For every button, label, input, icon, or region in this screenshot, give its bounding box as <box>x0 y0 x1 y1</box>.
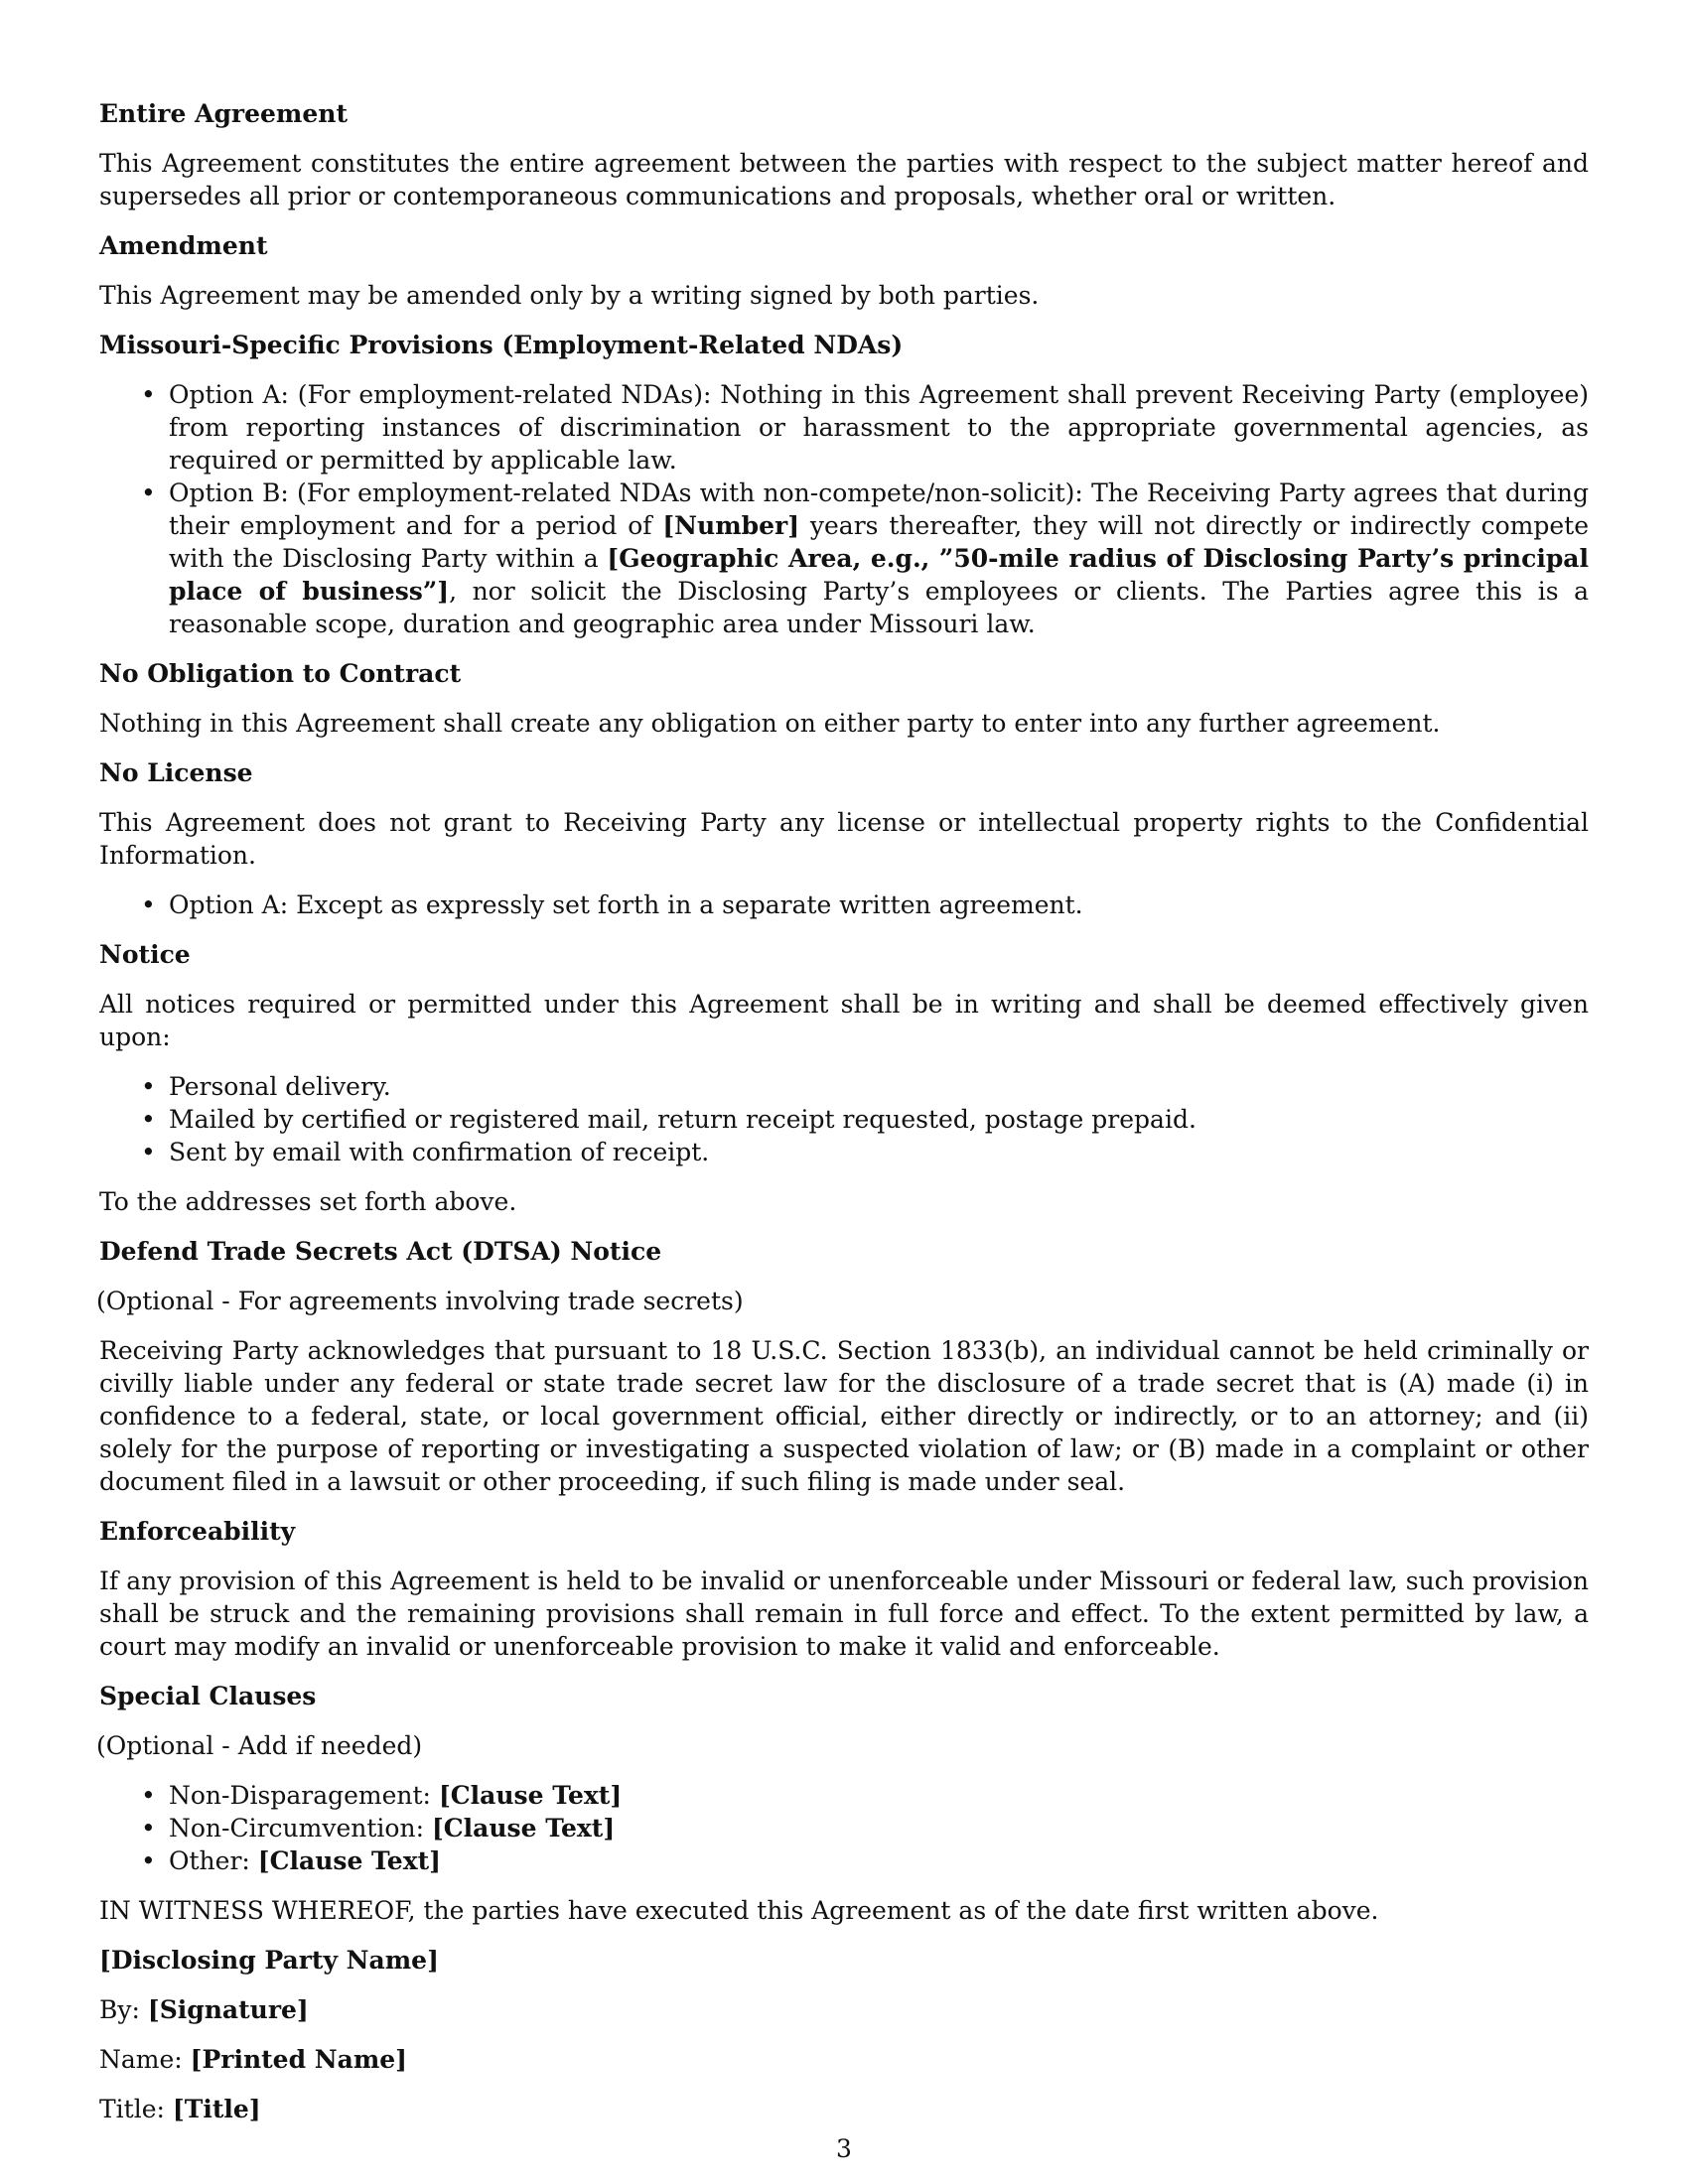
signature-by-line <box>99 1993 1589 2026</box>
section-heading-entire-agreement: Entire Agreement <box>99 99 348 128</box>
clause-placeholder: [Clause Text] <box>431 1814 616 1843</box>
no-license-options-list <box>99 888 1589 921</box>
signature-party-name: [Disclosing Party Name] <box>99 1946 439 1975</box>
document-page <box>96 97 1590 2142</box>
missouri-options-list <box>99 378 1589 640</box>
signature-title-line <box>99 2093 1589 2125</box>
clause-label: Non-Disparagement: <box>169 1781 439 1810</box>
section-heading-dtsa: Defend Trade Secrets Act (DTSA) Notice <box>99 1237 662 1266</box>
option-b-text-1: Option B: (For employment-related NDAs with non-compete/non-solicit): The Receiving Party agrees that during their employment and for a period of <box>169 478 1589 540</box>
section-body-enforceability: If any provision of this Agreement is held to be invalid or unenforceable under Missouri or federal law, such provision shall be struck and the remaining provisions shall remain in full force and effect. To the extent permitted by law, a court may modify an invalid or unenforceable provision to make it valid and enforceable. <box>99 1567 1589 1661</box>
special-optional-note: (Optional - Add if needed) <box>96 1731 423 1760</box>
option-b-text-2: years thereafter, they will not directly or indirectly compete with the Disclosing Party within a <box>169 511 1589 573</box>
placeholder-number: [Number] <box>662 511 800 540</box>
special-clauses-list <box>99 1779 1589 1877</box>
dtsa-optional-note: (Optional - For agreements involving trade secrets) <box>96 1287 744 1315</box>
signature-name-label: Name: <box>99 2045 191 2074</box>
list-item <box>169 1812 1589 1844</box>
list-item <box>169 1844 1589 1877</box>
section-heading-no-license: No License <box>99 758 253 787</box>
list-item: • Mailed by certified or registered mail, return receipt requested, postage prepaid. <box>169 1103 1589 1136</box>
clause-placeholder: [Clause Text] <box>257 1846 441 1875</box>
list-item: • Sent by email with confirmation of receipt. <box>169 1136 1589 1168</box>
section-heading-missouri: Missouri-Specific Provisions (Employment-Related NDAs) <box>99 331 904 359</box>
signature-title-label: Title: <box>99 2095 173 2123</box>
signature-by-placeholder: [Signature] <box>147 1995 309 2024</box>
section-body-dtsa: Receiving Party acknowledges that pursuant to 18 U.S.C. Section 1833(b), an individual cannot be held criminally or civilly liable under any federal or state trade secret law for the disclosure of a trade secret that is (A) made (i) in confidence to a federal, state, or local government official, either directly or indirectly, or to an attorney; and (ii) solely for the purpose of reporting or investigating a suspected violation of law; or (B) made in a complaint or other document filed in a lawsuit or other proceeding, if such filing is made under seal. <box>99 1336 1589 1496</box>
option-b-text-3: , nor solicit the Disclosing Party’s employees or clients. The Parties agree this is a reasonable scope, duration and geographic area under Missouri law. <box>169 577 1590 638</box>
section-heading-enforceability: Enforceability <box>99 1517 296 1546</box>
list-item: • Personal delivery. <box>169 1070 1589 1103</box>
section-body-amendment: This Agreement may be amended only by a writing signed by both parties. <box>99 281 1040 310</box>
notice-methods-list <box>99 1070 1589 1168</box>
signature-by-label: By: <box>99 1995 148 2024</box>
list-item <box>169 1779 1589 1812</box>
signature-name-line <box>99 2043 1589 2076</box>
signature-name-placeholder: [Printed Name] <box>190 2045 408 2074</box>
clause-label: Non-Circumvention: <box>169 1814 432 1843</box>
section-body-entire-agreement: This Agreement constitutes the entire agreement between the parties with respect to the subject matter hereof and supersedes all prior or contemporaneous communications and proposals, whether oral or written. <box>99 149 1589 210</box>
witness-statement: IN WITNESS WHEREOF, the parties have executed this Agreement as of the date first written above. <box>99 1896 1379 1925</box>
section-heading-amendment: Amendment <box>99 231 268 260</box>
signature-title-placeholder: [Title] <box>172 2095 261 2123</box>
section-heading-special-clauses: Special Clauses <box>99 1682 317 1710</box>
section-heading-notice: Notice <box>99 940 191 969</box>
section-body-no-obligation: Nothing in this Agreement shall create any obligation on either party to enter into any further agreement. <box>99 709 1441 738</box>
section-body-no-license: This Agreement does not grant to Receiving Party any license or intellectual property rights to the Confidential Information. <box>99 808 1589 870</box>
section-body-notice: All notices required or permitted under this Agreement shall be in writing and shall be deemed effectively given upon: <box>99 990 1589 1051</box>
notice-closing: To the addresses set forth above. <box>99 1187 517 1216</box>
clause-label: Other: <box>169 1846 258 1875</box>
placeholder-geographic-area: [Geographic Area, e.g., ”50-mile radius of Disclosing Party’s principal place of business”] <box>169 544 1590 606</box>
page-number: 3 <box>836 2134 852 2163</box>
clause-placeholder: [Clause Text] <box>438 1781 623 1810</box>
missouri-option-a: • Option A: (For employment-related NDAs): Nothing in this Agreement shall prevent Receiving Party (employee) from reporting instances of discrimination or harassment to the appropriate governmental agencies, as required or permitted by applicable law. <box>169 378 1589 477</box>
no-license-option-a: • Option A: Except as expressly set forth in a separate written agreement. <box>169 888 1589 921</box>
missouri-option-b <box>169 477 1589 640</box>
section-heading-no-obligation: No Obligation to Contract <box>99 659 462 688</box>
